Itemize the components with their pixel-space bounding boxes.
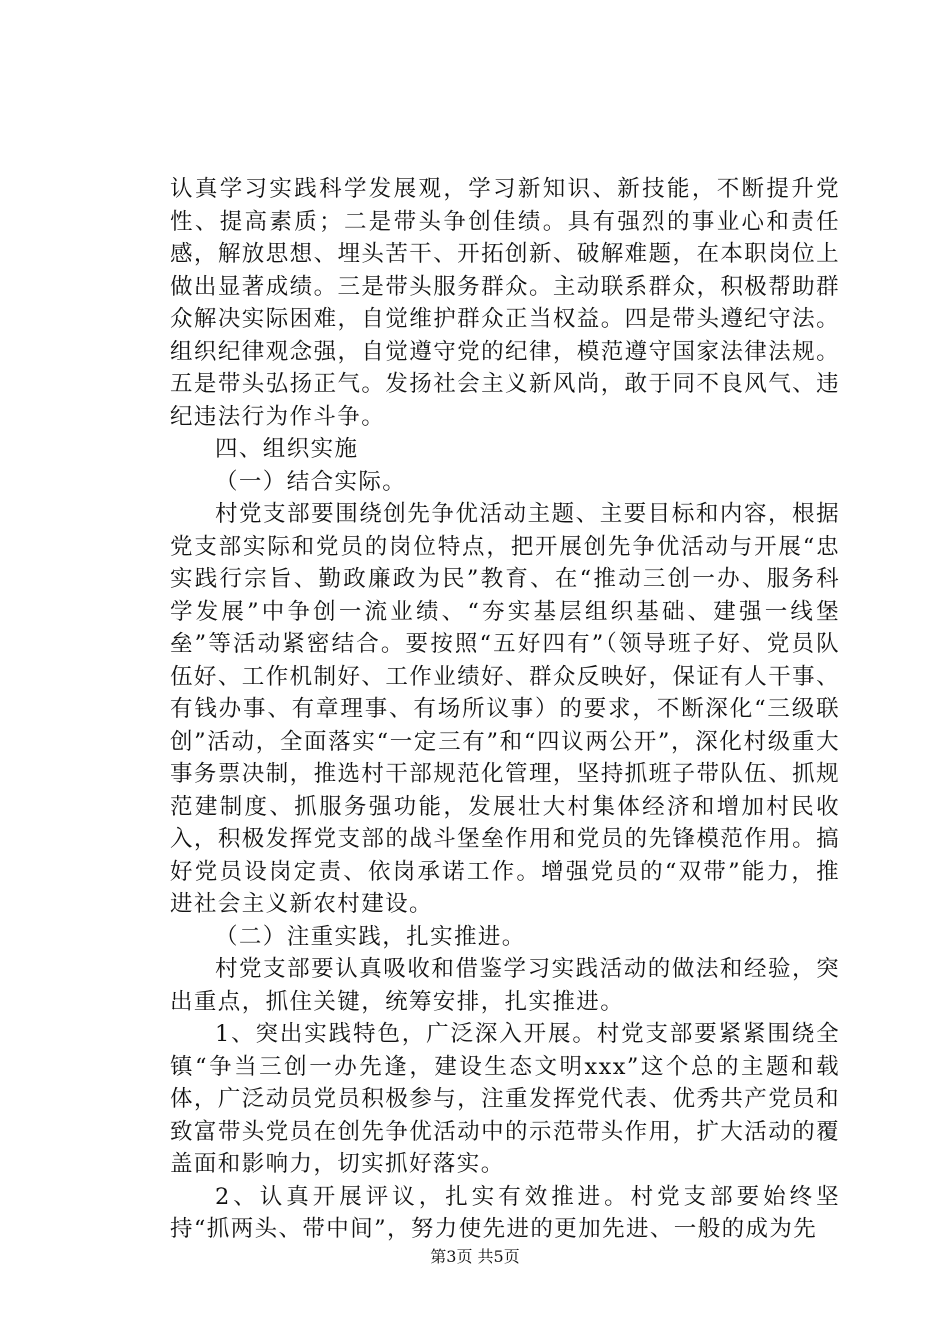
document-body xyxy=(170,173,840,1246)
list-item: 1、突出实践特色，广泛深入开展。村党支部要紧紧围绕全镇“争当三创一办先逢，建设生态文明xxx”这个总的主题和载体，广泛动员党员积极参与，注重发挥党代表、优秀共产党员和致富带头党员在创先争优活动中的示范带头作用，扩大活动的覆盖面和影响力，切实抓好落实。 xyxy=(170,1021,840,1177)
subsection-heading: （一）结合实际。 xyxy=(215,468,407,495)
paragraph: 村党支部要围绕创先争优活动主题、主要目标和内容，根据党支部实际和党员的岗位特点，把开展创先争优活动与开展“忠实践行宗旨、勤政廉政为民”教育、在“推动三创一办、服务科学发展”中争创一流业绩、“夯实基层组织基础、建强一线堡垒”等活动紧密结合。要按照“五好四有”（领导班子好、党员队伍好、工作机制好、工作业绩好、群众反映好，保证有人干事、有钱办事、有章理事、有场所议事）的要求，不断深化“三级联创”活动，全面落实“一定三有”和“四议两公开”，深化村级重大事务票决制，推选村干部规范化管理，坚持抓班子带队伍、抓规范建制度、抓服务强功能，发展壮大村集体经济和增加村民收入，积极发挥党支部的战斗堡垒作用和党员的先锋模范作用。搞好党员设岗定责、依岗承诺工作。增强党员的“双带”能力，推进社会主义新农村建设。 xyxy=(170,501,840,917)
paragraph: 村党支部要认真吸收和借鉴学习实践活动的做法和经验，突出重点，抓住关键，统筹安排，扎实推进。 xyxy=(170,956,840,1015)
page-footer: 第3页 共5页 xyxy=(430,1247,520,1266)
paragraph-continuation: 认真学习实践科学发展观，学习新知识、新技能，不断提升党性、提高素质；二是带头争创佳绩。具有强烈的事业心和责任感，解放思想、埋头苦干、开拓创新、破解难题，在本职岗位上做出显著成绩。三是带头服务群众。主动联系群众，积极帮助群众解决实际困难，自觉维护群众正当权益。四是带头遵纪守法。组织纪律观念强，自觉遵守党的纪律，模范遵守国家法律法规。五是带头弘扬正气。发扬社会主义新风尚，敢于同不良风气、违纪违法行为作斗争。 xyxy=(170,176,840,430)
section-heading: 四、组织实施 xyxy=(215,436,359,462)
list-item: 2、认真开展评议，扎实有效推进。村党支部要始终坚持“抓两头、带中间”，努力使先进的更加先进、一般的成为先 xyxy=(170,1183,840,1242)
subsection-heading: （二）注重实践，扎实推进。 xyxy=(215,923,526,950)
